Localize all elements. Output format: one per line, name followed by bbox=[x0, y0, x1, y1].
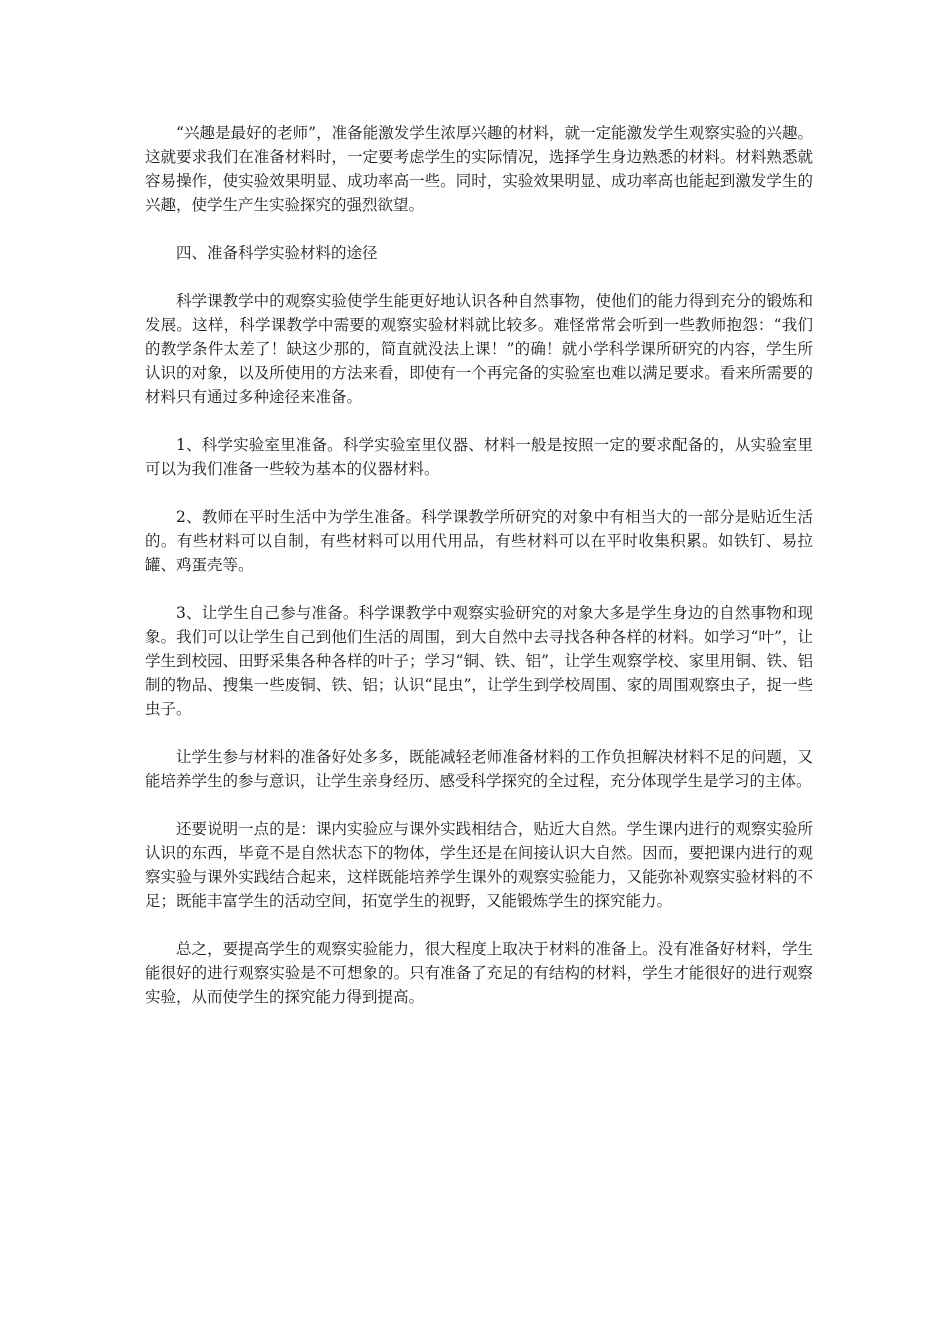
document-body bbox=[145, 121, 813, 1033]
paragraph-student-preparation: 3、让学生自己参与准备。科学课教学中观察实验研究的对象大多是学生身边的自然事物和现象。我们可以让学生自己到他们生活的周围，到大自然中去寻找各种各样的材料。如学习“叶”，让学生到校园、田野采集各种各样的叶子；学习“铜、铁、铝”，让学生观察学校、家里用铜、铁、铝制的物品、搜集一些废铜、铁、铝；认识“昆虫”，让学生到学校周围、家的周围观察虫子，捉一些虫子。 bbox=[145, 604, 813, 718]
paragraph-note: 还要说明一点的是：课内实验应与课外实践相结合，贴近大自然。学生课内进行的观察实验所认识的东西，毕竟不是自然状态下的物体，学生还是在间接认识大自然。因而，要把课内进行的观察实验与课外实践结合起来，这样既能培养学生课外的观察实验能力，又能弥补观察实验材料的不足；既能丰富学生的活动空间，拓宽学生的视野，又能锻炼学生的探究能力。 bbox=[145, 820, 813, 910]
paragraph-teacher-preparation: 2、教师在平时生活中为学生准备。科学课教学所研究的对象中有相当大的一部分是贴近生活的。有些材料可以自制，有些材料可以用代用品，有些材料可以在平时收集积累。如铁钉、易拉罐、鸡蛋壳等。 bbox=[145, 508, 813, 574]
section-heading-4: 四、准备科学实验材料的途径 bbox=[176, 244, 378, 262]
paragraph-conclusion: 总之，要提高学生的观察实验能力，很大程度上取决于材料的准备上。没有准备好材料，学生能很好的进行观察实验是不可想象的。只有准备了充足的有结构的材料，学生才能很好的进行观察实验，从而使学生的探究能力得到提高。 bbox=[145, 940, 813, 1006]
paragraph-benefits: 让学生参与材料的准备好处多多，既能减轻老师准备材料的工作负担解决材料不足的问题，又能培养学生的参与意识，让学生亲身经历、感受科学探究的全过程，充分体现学生是学习的主体。 bbox=[145, 748, 813, 790]
paragraph-lab-preparation: 1、科学实验室里准备。科学实验室里仪器、材料一般是按照一定的要求配备的，从实验室里可以为我们准备一些较为基本的仪器材料。 bbox=[145, 436, 813, 478]
paragraph-interest: “兴趣是最好的老师”，准备能激发学生浓厚兴趣的材料，就一定能激发学生观察实验的兴趣。这就要求我们在准备材料时，一定要考虑学生的实际情况，选择学生身边熟悉的材料。材料熟悉就容易操作，使实验效果明显、成功率高一些。同时，实验效果明显、成功率高也能起到激发学生的兴趣，使学生产生实验探究的强烈欲望。 bbox=[145, 124, 813, 214]
paragraph-observation-experiments: 科学课教学中的观察实验使学生能更好地认识各种自然事物，使他们的能力得到充分的锻炼和发展。这样，科学课教学中需要的观察实验材料就比较多。难怪常常会听到一些教师抱怨：“我们的教学条件太差了！缺这少那的，简直就没法上课！”的确！就小学科学课所研究的内容，学生所认识的对象，以及所使用的方法来看，即使有一个再完备的实验室也难以满足要求。看来所需要的材料只有通过多种途径来准备。 bbox=[145, 292, 813, 406]
